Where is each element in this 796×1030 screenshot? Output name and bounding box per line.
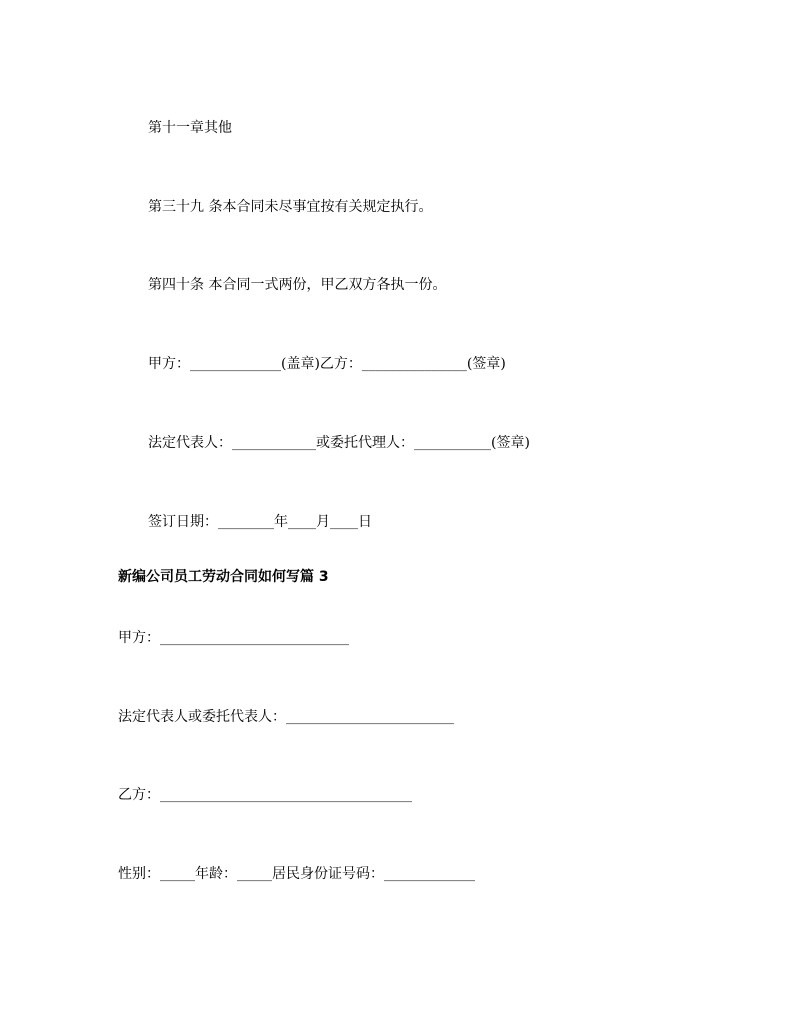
party-b-line: 乙方：____________________________________ — [118, 787, 412, 803]
legal-representative-line: 法定代表人或委托代表人：________________________ — [118, 709, 454, 725]
signing-date-line: 签订日期：________年____月____日 — [148, 514, 372, 530]
article-39: 第三十九 条本合同未尽事宜按有关规定执行。 — [148, 199, 433, 215]
signature-representative-line: 法定代表人：____________或委托代理人：___________(签章) — [148, 435, 530, 451]
chapter-title: 第十一章其他 — [148, 120, 232, 136]
article-40: 第四十条 本合同一式两份，甲乙双方各执一份。 — [148, 277, 447, 293]
section-heading: 新编公司员工劳动合同如何写篇 3 — [118, 569, 329, 585]
party-a-line: 甲方：___________________________ — [118, 630, 349, 646]
signature-party-line: 甲方：_____________(盖章)乙方：_______________(签章) — [148, 356, 506, 372]
personal-info-line: 性别：_____年龄：_____居民身份证号码：_____________ — [118, 866, 475, 882]
